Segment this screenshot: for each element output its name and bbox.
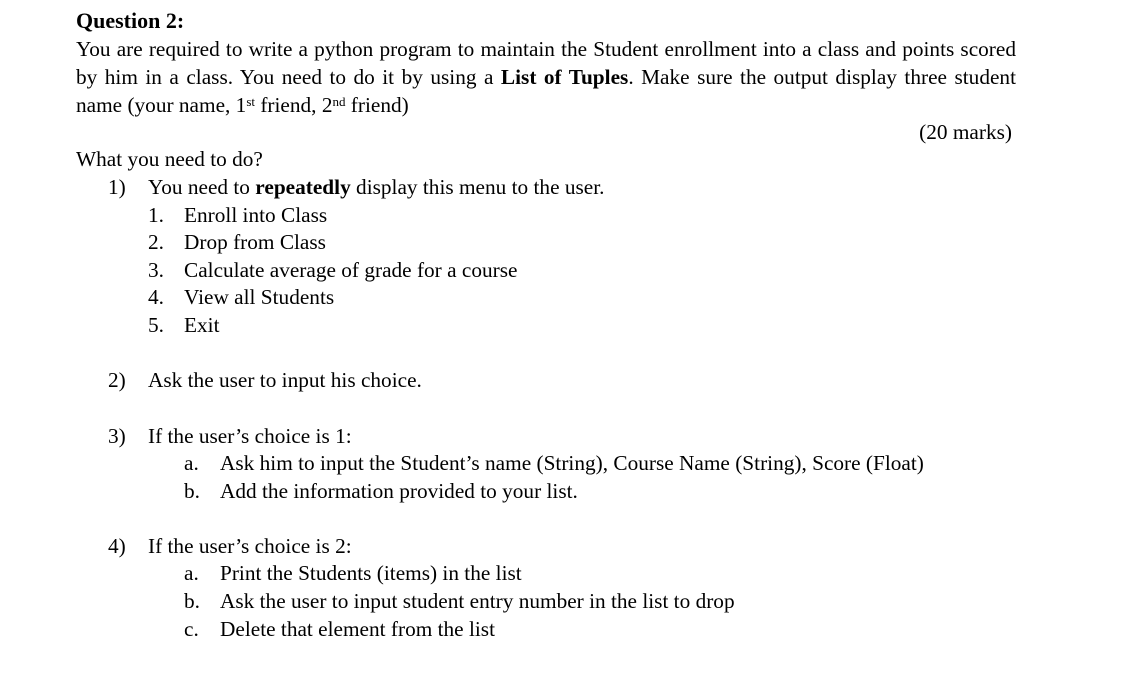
menu-item-label: Enroll into Class — [184, 203, 328, 227]
intro-bold-list-of-tuples: List of Tuples — [500, 65, 629, 89]
sub-item-text: Delete that element from the list — [220, 617, 495, 641]
menu-item — [148, 228, 326, 256]
sub-item-text: Print the Students (items) in the list — [220, 561, 522, 585]
sub-item — [184, 559, 522, 587]
step-1-text-post: display this menu to the user. — [350, 175, 605, 199]
menu-item-number: 4. — [148, 285, 164, 309]
sub-item-letter: b. — [184, 589, 200, 613]
question-intro — [76, 35, 1016, 119]
sub-item — [184, 449, 924, 477]
intro-sup-nd: nd — [332, 94, 346, 109]
menu-item-number: 2. — [148, 230, 164, 254]
sub-item-letter: a. — [184, 451, 199, 475]
step-3 — [108, 422, 352, 450]
menu-item — [148, 201, 327, 229]
intro-text-2: . Make sure the output display three student name (your name, 1 — [76, 65, 1016, 117]
step-4-text: If the user’s choice is 2: — [148, 534, 352, 558]
menu-item — [148, 256, 517, 284]
section-heading: What you need to do? — [76, 147, 263, 171]
sub-item-text: Ask him to input the Student’s name (String), Course Name (String), Score (Float) — [220, 451, 924, 475]
step-2 — [108, 366, 422, 394]
intro-text-4: friend) — [345, 93, 409, 117]
question-marks: (20 marks) — [919, 120, 1012, 144]
sub-item — [184, 477, 578, 505]
intro-sup-st: st — [246, 94, 255, 109]
step-1 — [108, 173, 604, 201]
menu-item-label: Calculate average of grade for a course — [184, 258, 518, 282]
menu-item — [148, 283, 334, 311]
menu-item-label: Exit — [184, 313, 220, 337]
menu-item-number: 1. — [148, 203, 164, 227]
step-2-text: Ask the user to input his choice. — [148, 368, 422, 392]
step-1-bold: repeatedly — [255, 175, 351, 199]
menu-item-number: 3. — [148, 258, 164, 282]
step-4 — [108, 532, 352, 560]
step-1-number: 1) — [108, 175, 126, 199]
sub-item — [184, 615, 495, 643]
step-4-number: 4) — [108, 534, 126, 558]
sub-item-letter: c. — [184, 617, 199, 641]
step-2-number: 2) — [108, 368, 126, 392]
step-1-text-pre: You need to — [148, 175, 256, 199]
step-3-text: If the user’s choice is 1: — [148, 424, 352, 448]
intro-text-3: friend, 2 — [255, 93, 333, 117]
sub-item-letter: a. — [184, 561, 199, 585]
menu-item-label: Drop from Class — [184, 230, 326, 254]
intro-text-1: You are required to write a python program to maintain the Student enrollment into a class and points scored by him in a class. You need to do it by using a — [76, 37, 1016, 89]
sub-item-text: Ask the user to input student entry number in the list to drop — [220, 589, 735, 613]
menu-item-number: 5. — [148, 313, 164, 337]
step-3-number: 3) — [108, 424, 126, 448]
sub-item — [184, 587, 735, 615]
sub-item-letter: b. — [184, 479, 200, 503]
menu-item-label: View all Students — [184, 285, 335, 309]
sub-item-text: Add the information provided to your list. — [220, 479, 578, 503]
menu-item — [148, 311, 220, 339]
question-title: Question 2: — [76, 8, 185, 33]
